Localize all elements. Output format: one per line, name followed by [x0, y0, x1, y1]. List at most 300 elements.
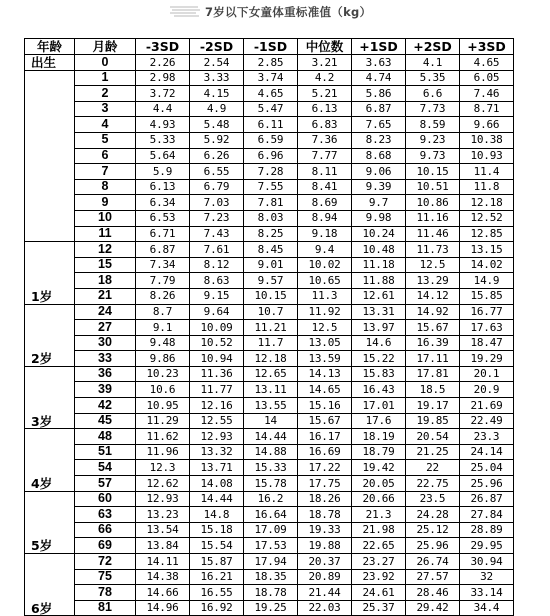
weight-value-cell: 14.38	[136, 569, 190, 585]
weight-value-cell: 23.5	[406, 491, 460, 507]
weight-value-cell: 4.4	[136, 101, 190, 117]
month-age-cell: 5	[75, 132, 136, 148]
weight-value-cell: 13.23	[136, 507, 190, 523]
weight-value-cell: 4.74	[352, 70, 406, 86]
month-age-cell: 10	[75, 210, 136, 226]
weight-value-cell: 10.23	[136, 366, 190, 382]
weight-value-cell: 24.14	[460, 444, 514, 460]
weight-value-cell: 10.95	[136, 398, 190, 414]
weight-value-cell: 10.24	[352, 226, 406, 242]
month-age-cell: 24	[75, 304, 136, 320]
weight-value-cell: 9.64	[190, 304, 244, 320]
table-row	[25, 86, 514, 102]
weight-value-cell: 7.81	[244, 195, 298, 211]
month-age-cell: 66	[75, 522, 136, 538]
weight-value-cell: 6.71	[136, 226, 190, 242]
weight-value-cell: 15.67	[298, 413, 352, 429]
weight-value-cell: 15.22	[352, 351, 406, 367]
month-age-cell: 54	[75, 460, 136, 476]
weight-value-cell: 11.88	[352, 273, 406, 289]
table-row	[25, 554, 514, 570]
weight-value-cell: 8.25	[244, 226, 298, 242]
weight-value-cell: 19.17	[406, 398, 460, 414]
table-row	[25, 398, 514, 414]
table-row	[25, 507, 514, 523]
weight-value-cell: 11.21	[244, 320, 298, 336]
month-age-cell: 72	[75, 554, 136, 570]
weight-value-cell: 14.65	[298, 382, 352, 398]
weight-value-cell: 9.73	[406, 148, 460, 164]
age-group-cell: 1岁	[25, 242, 75, 304]
header-plus-2sd: +2SD	[406, 39, 460, 55]
weight-value-cell: 13.97	[352, 320, 406, 336]
header-plus-1sd: +1SD	[352, 39, 406, 55]
weight-value-cell: 9.7	[352, 195, 406, 211]
weight-value-cell: 16.17	[298, 429, 352, 445]
month-age-cell: 9	[75, 195, 136, 211]
weight-value-cell: 9.4	[298, 242, 352, 258]
weight-value-cell: 14.96	[136, 600, 190, 616]
weight-value-cell: 6.6	[406, 86, 460, 102]
table-row	[25, 335, 514, 351]
weight-value-cell: 9.1	[136, 320, 190, 336]
weight-value-cell: 6.79	[190, 179, 244, 195]
weight-value-cell: 9.57	[244, 273, 298, 289]
page-title: 7岁以下女童体重标准值（kg）	[205, 5, 372, 19]
weight-value-cell: 10.93	[460, 148, 514, 164]
weight-value-cell: 14.44	[190, 491, 244, 507]
table-row	[25, 304, 514, 320]
weight-value-cell: 7.43	[190, 226, 244, 242]
weight-value-cell: 24.61	[352, 585, 406, 601]
month-age-cell: 78	[75, 585, 136, 601]
weight-value-cell: 27.57	[406, 569, 460, 585]
weight-value-cell: 11.36	[190, 366, 244, 382]
weight-value-cell: 14	[244, 413, 298, 429]
weight-value-cell: 8.94	[298, 210, 352, 226]
weight-value-cell: 16.39	[406, 335, 460, 351]
weight-value-cell: 5.21	[298, 86, 352, 102]
weight-value-cell: 6.13	[136, 179, 190, 195]
month-age-cell: 48	[75, 429, 136, 445]
weight-value-cell: 18.5	[406, 382, 460, 398]
weight-value-cell: 30.94	[460, 554, 514, 570]
weight-value-cell: 17.81	[406, 366, 460, 382]
weight-value-cell: 16.77	[460, 304, 514, 320]
weight-value-cell: 10.52	[190, 335, 244, 351]
age-group-cell: 4岁	[25, 429, 75, 491]
weight-value-cell: 18.78	[298, 507, 352, 523]
weight-value-cell: 9.06	[352, 164, 406, 180]
weight-value-cell: 6.26	[190, 148, 244, 164]
weight-value-cell: 11.29	[136, 413, 190, 429]
weight-value-cell: 18.19	[352, 429, 406, 445]
age-group-cell: 出生	[25, 55, 75, 71]
weight-value-cell: 11.73	[406, 242, 460, 258]
table-row	[25, 366, 514, 382]
table-row	[25, 413, 514, 429]
weight-value-cell: 23.3	[460, 429, 514, 445]
weight-value-cell: 20.37	[298, 554, 352, 570]
weight-value-cell: 4.65	[460, 55, 514, 71]
weight-value-cell: 6.87	[136, 242, 190, 258]
weight-value-cell: 14.6	[352, 335, 406, 351]
weight-value-cell: 19.29	[460, 351, 514, 367]
weight-value-cell: 28.89	[460, 522, 514, 538]
weight-value-cell: 9.98	[352, 210, 406, 226]
weight-value-cell: 10.94	[190, 351, 244, 367]
weight-value-cell: 16.64	[244, 507, 298, 523]
weight-value-cell: 20.54	[406, 429, 460, 445]
table-row	[25, 179, 514, 195]
weight-value-cell: 14.88	[244, 444, 298, 460]
weight-value-cell: 29.42	[406, 600, 460, 616]
weight-value-cell: 22.49	[460, 413, 514, 429]
weight-value-cell: 12.16	[190, 398, 244, 414]
weight-value-cell: 8.12	[190, 257, 244, 273]
weight-value-cell: 20.66	[352, 491, 406, 507]
table-row	[25, 242, 514, 258]
weight-value-cell: 21.25	[406, 444, 460, 460]
weight-value-cell: 9.18	[298, 226, 352, 242]
header-minus-2sd: -2SD	[190, 39, 244, 55]
weight-value-cell: 17.75	[298, 476, 352, 492]
weight-value-cell: 6.96	[244, 148, 298, 164]
weight-value-cell: 8.11	[298, 164, 352, 180]
age-group-cell: 5岁	[25, 491, 75, 553]
weight-value-cell: 7.28	[244, 164, 298, 180]
weight-value-cell: 13.84	[136, 538, 190, 554]
weight-value-cell: 20.89	[298, 569, 352, 585]
table-body	[25, 55, 514, 616]
weight-value-cell: 8.26	[136, 288, 190, 304]
table-row	[25, 210, 514, 226]
month-age-cell: 75	[75, 569, 136, 585]
weight-value-cell: 6.34	[136, 195, 190, 211]
weight-value-cell: 28.46	[406, 585, 460, 601]
weight-value-cell: 12.61	[352, 288, 406, 304]
weight-value-cell: 3.21	[298, 55, 352, 71]
weight-value-cell: 5.9	[136, 164, 190, 180]
weight-value-cell: 10.38	[460, 132, 514, 148]
weight-value-cell: 26.74	[406, 554, 460, 570]
weight-value-cell: 4.9	[190, 101, 244, 117]
weight-value-cell: 6.11	[244, 117, 298, 133]
weight-value-cell: 5.35	[406, 70, 460, 86]
age-group-cell: 6岁	[25, 554, 75, 616]
weight-value-cell: 8.63	[190, 273, 244, 289]
table-row	[25, 522, 514, 538]
weight-value-cell: 9.01	[244, 257, 298, 273]
header-plus-3sd: +3SD	[460, 39, 514, 55]
weight-value-cell: 12.18	[460, 195, 514, 211]
weight-value-cell: 4.15	[190, 86, 244, 102]
weight-value-cell: 16.55	[190, 585, 244, 601]
weight-value-cell: 17.63	[460, 320, 514, 336]
weight-value-cell: 21.44	[298, 585, 352, 601]
weight-value-cell: 11.4	[460, 164, 514, 180]
month-age-cell: 1	[75, 70, 136, 86]
weight-value-cell: 19.88	[298, 538, 352, 554]
month-age-cell: 21	[75, 288, 136, 304]
table-row	[25, 148, 514, 164]
weight-value-cell: 6.87	[352, 101, 406, 117]
age-group-cell	[25, 70, 75, 242]
table-row	[25, 491, 514, 507]
weight-value-cell: 24.28	[406, 507, 460, 523]
table-row	[25, 444, 514, 460]
weight-value-cell: 14.92	[406, 304, 460, 320]
weight-value-cell: 22.03	[298, 600, 352, 616]
weight-value-cell: 29.95	[460, 538, 514, 554]
weight-value-cell: 13.31	[352, 304, 406, 320]
table-row	[25, 600, 514, 616]
month-age-cell: 33	[75, 351, 136, 367]
table-row	[25, 273, 514, 289]
weight-value-cell: 5.64	[136, 148, 190, 164]
weight-value-cell: 13.05	[298, 335, 352, 351]
weight-value-cell: 21.98	[352, 522, 406, 538]
weight-value-cell: 15.85	[460, 288, 514, 304]
weight-value-cell: 14.9	[460, 273, 514, 289]
weight-value-cell: 13.32	[190, 444, 244, 460]
weight-value-cell: 25.96	[460, 476, 514, 492]
table-row	[25, 164, 514, 180]
weight-value-cell: 10.51	[406, 179, 460, 195]
weight-value-cell: 12.55	[190, 413, 244, 429]
weight-value-cell: 9.48	[136, 335, 190, 351]
month-age-cell: 45	[75, 413, 136, 429]
weight-value-cell: 2.26	[136, 55, 190, 71]
month-age-cell: 42	[75, 398, 136, 414]
weight-value-cell: 6.83	[298, 117, 352, 133]
weight-value-cell: 12.5	[406, 257, 460, 273]
header-month-age: 月龄	[75, 39, 136, 55]
weight-value-cell: 15.18	[190, 522, 244, 538]
weight-value-cell: 17.01	[352, 398, 406, 414]
month-age-cell: 63	[75, 507, 136, 523]
weight-value-cell: 6.53	[136, 210, 190, 226]
weight-value-cell: 12.3	[136, 460, 190, 476]
weight-standard-table	[24, 38, 514, 616]
weight-value-cell: 11.46	[406, 226, 460, 242]
weight-value-cell: 32	[460, 569, 514, 585]
weight-value-cell: 6.59	[244, 132, 298, 148]
weight-value-cell: 15.33	[244, 460, 298, 476]
weight-value-cell: 11.3	[298, 288, 352, 304]
weight-value-cell: 12.18	[244, 351, 298, 367]
weight-value-cell: 8.7	[136, 304, 190, 320]
month-age-cell: 8	[75, 179, 136, 195]
weight-value-cell: 7.36	[298, 132, 352, 148]
weight-value-cell: 5.47	[244, 101, 298, 117]
table-row	[25, 538, 514, 554]
table-row	[25, 55, 514, 71]
weight-value-cell: 11.16	[406, 210, 460, 226]
weight-value-cell: 18.26	[298, 491, 352, 507]
weight-value-cell: 2.85	[244, 55, 298, 71]
month-age-cell: 39	[75, 382, 136, 398]
table-row	[25, 585, 514, 601]
weight-value-cell: 10.65	[298, 273, 352, 289]
weight-value-cell: 22	[406, 460, 460, 476]
table-row	[25, 288, 514, 304]
header-minus-3sd: -3SD	[136, 39, 190, 55]
weight-value-cell: 7.46	[460, 86, 514, 102]
weight-value-cell: 18.78	[244, 585, 298, 601]
table-row	[25, 382, 514, 398]
weight-value-cell: 12.93	[190, 429, 244, 445]
weight-value-cell: 18.35	[244, 569, 298, 585]
weight-value-cell: 5.86	[352, 86, 406, 102]
weight-value-cell: 17.11	[406, 351, 460, 367]
weight-value-cell: 23.92	[352, 569, 406, 585]
faded-logo-icon	[168, 4, 202, 20]
weight-value-cell: 14.44	[244, 429, 298, 445]
weight-value-cell: 9.23	[406, 132, 460, 148]
weight-value-cell: 4.93	[136, 117, 190, 133]
weight-value-cell: 7.55	[244, 179, 298, 195]
month-age-cell: 57	[75, 476, 136, 492]
age-group-cell: 2岁	[25, 304, 75, 366]
weight-value-cell: 10.15	[406, 164, 460, 180]
weight-value-cell: 6.05	[460, 70, 514, 86]
header-age: 年龄	[25, 39, 75, 55]
month-age-cell: 69	[75, 538, 136, 554]
weight-value-cell: 14.66	[136, 585, 190, 601]
weight-value-cell: 4.65	[244, 86, 298, 102]
weight-value-cell: 25.12	[406, 522, 460, 538]
weight-value-cell: 8.59	[406, 117, 460, 133]
weight-value-cell: 21.69	[460, 398, 514, 414]
weight-value-cell: 19.33	[298, 522, 352, 538]
weight-value-cell: 10.15	[244, 288, 298, 304]
weight-value-cell: 18.47	[460, 335, 514, 351]
table-row	[25, 257, 514, 273]
table-row	[25, 476, 514, 492]
weight-value-cell: 8.68	[352, 148, 406, 164]
weight-value-cell: 21.3	[352, 507, 406, 523]
month-age-cell: 3	[75, 101, 136, 117]
month-age-cell: 60	[75, 491, 136, 507]
weight-value-cell: 13.54	[136, 522, 190, 538]
weight-value-cell: 10.7	[244, 304, 298, 320]
weight-value-cell: 12.52	[460, 210, 514, 226]
weight-value-cell: 4.1	[406, 55, 460, 71]
month-age-cell: 4	[75, 117, 136, 133]
weight-value-cell: 5.48	[190, 117, 244, 133]
weight-value-cell: 25.04	[460, 460, 514, 476]
weight-value-cell: 10.09	[190, 320, 244, 336]
weight-value-cell: 17.09	[244, 522, 298, 538]
weight-value-cell: 9.39	[352, 179, 406, 195]
month-age-cell: 18	[75, 273, 136, 289]
weight-value-cell: 16.2	[244, 491, 298, 507]
weight-value-cell: 2.54	[190, 55, 244, 71]
weight-value-cell: 17.22	[298, 460, 352, 476]
weight-value-cell: 16.92	[190, 600, 244, 616]
weight-value-cell: 26.87	[460, 491, 514, 507]
weight-value-cell: 13.59	[298, 351, 352, 367]
month-age-cell: 81	[75, 600, 136, 616]
weight-value-cell: 11.62	[136, 429, 190, 445]
weight-value-cell: 25.96	[406, 538, 460, 554]
weight-value-cell: 27.84	[460, 507, 514, 523]
weight-value-cell: 6.13	[298, 101, 352, 117]
weight-value-cell: 22.75	[406, 476, 460, 492]
weight-value-cell: 13.55	[244, 398, 298, 414]
weight-value-cell: 8.41	[298, 179, 352, 195]
weight-value-cell: 8.03	[244, 210, 298, 226]
weight-value-cell: 7.03	[190, 195, 244, 211]
weight-value-cell: 11.77	[190, 382, 244, 398]
weight-value-cell: 20.1	[460, 366, 514, 382]
weight-value-cell: 13.15	[460, 242, 514, 258]
month-age-cell: 7	[75, 164, 136, 180]
weight-value-cell: 17.94	[244, 554, 298, 570]
month-age-cell: 0	[75, 55, 136, 71]
month-age-cell: 27	[75, 320, 136, 336]
table-row	[25, 70, 514, 86]
weight-value-cell: 6.55	[190, 164, 244, 180]
weight-value-cell: 3.74	[244, 70, 298, 86]
weight-value-cell: 15.16	[298, 398, 352, 414]
weight-value-cell: 13.29	[406, 273, 460, 289]
weight-value-cell: 14.13	[298, 366, 352, 382]
weight-value-cell: 12.5	[298, 320, 352, 336]
weight-value-cell: 7.77	[298, 148, 352, 164]
weight-value-cell: 16.69	[298, 444, 352, 460]
weight-value-cell: 17.53	[244, 538, 298, 554]
weight-value-cell: 8.69	[298, 195, 352, 211]
table-row	[25, 117, 514, 133]
weight-value-cell: 25.37	[352, 600, 406, 616]
weight-value-cell: 11.18	[352, 257, 406, 273]
table-row	[25, 132, 514, 148]
weight-value-cell: 10.02	[298, 257, 352, 273]
weight-value-cell: 16.43	[352, 382, 406, 398]
weight-value-cell: 10.6	[136, 382, 190, 398]
table-row	[25, 195, 514, 211]
month-age-cell: 51	[75, 444, 136, 460]
weight-value-cell: 9.66	[460, 117, 514, 133]
weight-value-cell: 7.73	[406, 101, 460, 117]
weight-value-cell: 18.79	[352, 444, 406, 460]
weight-value-cell: 7.34	[136, 257, 190, 273]
weight-value-cell: 34.4	[460, 600, 514, 616]
weight-value-cell: 2.98	[136, 70, 190, 86]
table-header-row	[25, 39, 514, 55]
weight-value-cell: 19.42	[352, 460, 406, 476]
month-age-cell: 12	[75, 242, 136, 258]
weight-value-cell: 10.48	[352, 242, 406, 258]
weight-value-cell: 12.93	[136, 491, 190, 507]
weight-value-cell: 4.2	[298, 70, 352, 86]
weight-value-cell: 17.6	[352, 413, 406, 429]
weight-value-cell: 8.23	[352, 132, 406, 148]
weight-value-cell: 11.96	[136, 444, 190, 460]
weight-value-cell: 10.86	[406, 195, 460, 211]
weight-value-cell: 14.8	[190, 507, 244, 523]
weight-value-cell: 14.12	[406, 288, 460, 304]
weight-value-cell: 9.15	[190, 288, 244, 304]
weight-value-cell: 12.85	[460, 226, 514, 242]
weight-value-cell: 22.65	[352, 538, 406, 554]
weight-value-cell: 33.14	[460, 585, 514, 601]
weight-value-cell: 5.33	[136, 132, 190, 148]
weight-value-cell: 13.11	[244, 382, 298, 398]
weight-value-cell: 13.71	[190, 460, 244, 476]
